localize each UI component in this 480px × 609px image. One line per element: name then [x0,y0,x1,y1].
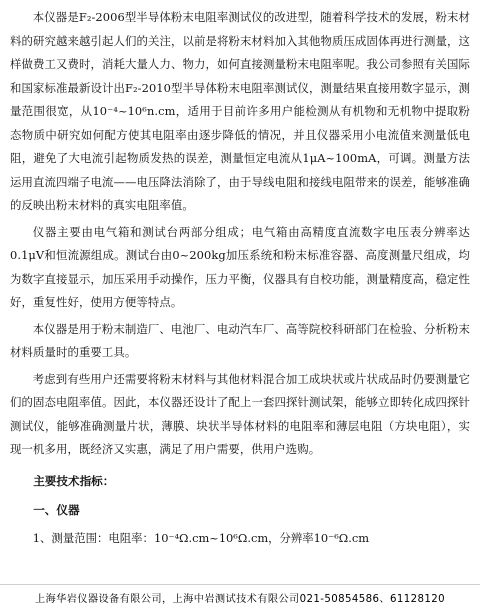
main-specs-heading: 主要技术指标： [33,473,115,488]
four-probe-paragraph: 考虑到有些用户还需要将粉末材料与其他材料混合加工成块状或片状成品时仍要测量它们的固态电阻率值。因此，本仪器还设计了配上一套四探针测试架，能够立即转化成四探针测试仪，能够准确测量片状，薄膜、块状半导体材料的电阻率和薄层电阻（方块电阻），实现一机多用，既经济又实惠，满足了用户需要，供用户选购。 [10,371,470,456]
measurement-range-spec: 1、测量范围：电阻率：10⁻⁴Ω.cm~10⁶Ω.cm，分辨率10⁻⁶Ω.cm [32,530,369,545]
instrument-section-heading: 一、仪器 [33,503,80,517]
application-paragraph: 本仪器是用于粉末制造厂、电池厂、电动汽车厂、高等院校科研部门在检验、分析粉末材料质量时的重要工具。 [10,321,470,359]
intro-paragraph: 本仪器是F₂-2006型半导体粉末电阻率测试仪的改进型，随着科学技术的发展，粉末材料的研究越来越引起人们的关注，以前是将粉末材料加入其他物质压成固体再进行测量，这样做费工又费时，消耗大量人力、物力，如何直接测量粉末电阻率呢。我公司参照有关国际和国家标准最新设计出F₂-2010型半导体粉末电阻率测试仪，测量结果直接用数字显示，测量范围很宽，从10⁻⁴~10⁶n.cm，适用于目前许多用户能检测从有机物和无机物中提取粉态物质中研究如何配方使其电阻率由逐步降低的情况，并且仪器采用小电流值来测量低电阻，避免了大电流引起物质发热的误差，测量恒定电流从1μA~100mA，可调。测量方法运用直流四端子电流——电压降法消除了，由于导线电阻和接线电阻带来的误差，能够准确的反映出粉末材料的真实电阻率值。 [10,10,470,212]
composition-paragraph: 仪器主要由电气箱和测试台两部分组成；电气箱由高精度直流数字电压表分辨率达0.1μV和恒流源组成。测试台由0~200kg加压系统和粉末标准容器、高度测量尺组成，均为数字直接显示，加压采用手动操作，压力平衡，仪器具有自校功能，测量精度高，稳定性好，重复性好，使用方便等特点。 [10,224,470,309]
company-contact-footer: 上海华岩仪器设备有限公司，上海中岩测试技术有限公司021-50854586、61128120 [0,584,480,609]
